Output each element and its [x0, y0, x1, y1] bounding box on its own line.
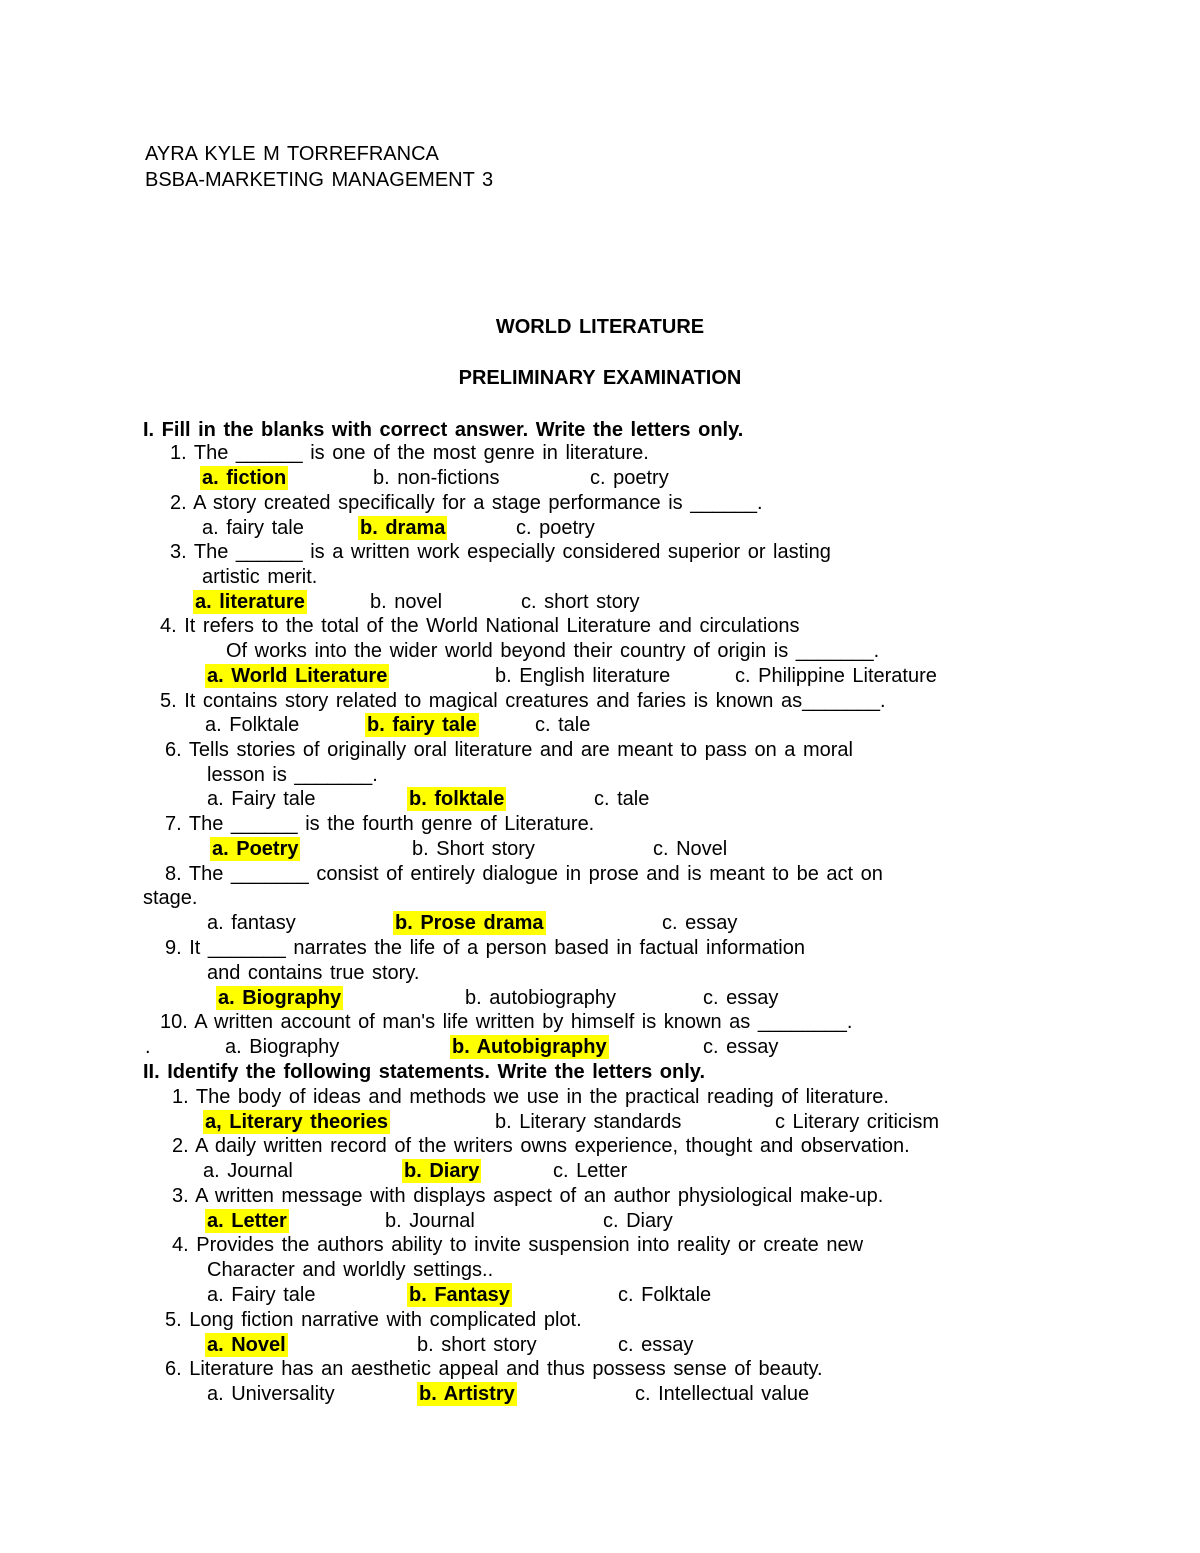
- answer-option: c. Letter: [553, 1160, 628, 1182]
- answer-option: a. Universality: [207, 1383, 335, 1405]
- page-subtitle: PRELIMINARY EXAMINATION: [458, 367, 742, 389]
- answer-option: b. non-fictions: [373, 467, 500, 489]
- question-text: 5. It contains story related to magical creatures and faries is known as_______.: [160, 690, 886, 712]
- answer-option: c. Novel: [653, 838, 728, 860]
- question-text-cont: Of works into the wider world beyond their country of origin is _______.: [226, 640, 880, 662]
- answer-option-correct: b. Diary: [404, 1160, 480, 1182]
- answer-option-correct: a. Biography: [218, 987, 342, 1009]
- question-text: 2. A daily written record of the writers owns experience, thought and observation.: [172, 1135, 910, 1157]
- question-text-cont: and contains true story.: [207, 962, 420, 984]
- answer-option-correct: a. Novel: [207, 1334, 286, 1356]
- answer-option: c. essay: [703, 987, 779, 1009]
- section1-heading: I. Fill in the blanks with correct answer. Write the letters only.: [143, 419, 744, 441]
- question-text-cont: lesson is _______.: [207, 764, 378, 786]
- answer-option: b. novel: [370, 591, 443, 613]
- answer-option: a. fantasy: [207, 912, 296, 934]
- question-text: 10. A written account of man's life written by himself is known as ________.: [160, 1011, 853, 1033]
- answer-option: a. fairy tale: [202, 517, 304, 539]
- answer-option-correct: b. Artistry: [419, 1383, 515, 1405]
- answer-option: c. tale: [594, 788, 650, 810]
- answer-option-correct: b. Autobigraphy: [452, 1036, 607, 1058]
- answer-option-correct: b. Prose drama: [395, 912, 544, 934]
- student-name: AYRA KYLE M TORREFRANCA: [145, 143, 439, 165]
- answer-option-correct: b. folktale: [409, 788, 505, 810]
- answer-option-correct: a. literature: [195, 591, 305, 613]
- stray-dot: .: [145, 1036, 151, 1058]
- answer-option: c. essay: [662, 912, 738, 934]
- answer-option-correct: a. Poetry: [212, 838, 299, 860]
- answer-option-correct: b. drama: [360, 517, 446, 539]
- answer-option: b. English literature: [495, 665, 671, 687]
- answer-option: b. Literary standards: [495, 1111, 682, 1133]
- answer-option: c. Diary: [603, 1210, 673, 1232]
- answer-option: b. Short story: [412, 838, 535, 860]
- question-text: 4. It refers to the total of the World National Literature and circulations: [160, 615, 800, 637]
- answer-option-correct: a. Letter: [207, 1210, 287, 1232]
- answer-option: a. Folktale: [205, 714, 300, 736]
- section2-heading: II. Identify the following statements. Write the letters only.: [143, 1061, 705, 1083]
- question-text-cont: stage.: [143, 887, 198, 909]
- question-text: 4. Provides the authors ability to invite suspension into reality or create new: [172, 1234, 864, 1256]
- question-text: 6. Tells stories of originally oral literature and are meant to pass on a moral: [165, 739, 853, 761]
- answer-option-correct: a. World Literature: [207, 665, 388, 687]
- question-text-cont: artistic merit.: [202, 566, 318, 588]
- answer-option-correct: a. fiction: [202, 467, 287, 489]
- question-text-cont: Character and worldly settings..: [207, 1259, 494, 1281]
- question-text: 7. The ______ is the fourth genre of Literature.: [165, 813, 595, 835]
- question-text: 8. The _______ consist of entirely dialogue in prose and is meant to be act on: [165, 863, 883, 885]
- question-text: 9. It _______ narrates the life of a person based in factual information: [165, 937, 805, 959]
- answer-option-correct: a, Literary theories: [205, 1111, 388, 1133]
- answer-option: c. tale: [535, 714, 591, 736]
- question-text: 6. Literature has an aesthetic appeal and thus possess sense of beauty.: [165, 1358, 823, 1380]
- student-program: BSBA-MARKETING MANAGEMENT 3: [145, 169, 494, 191]
- answer-option: c. short story: [521, 591, 640, 613]
- answer-option: c. Intellectual value: [635, 1383, 810, 1405]
- answer-option: a. Journal: [203, 1160, 293, 1182]
- answer-option: b. autobiography: [465, 987, 617, 1009]
- page-title: WORLD LITERATURE: [495, 316, 705, 338]
- question-text: 3. The ______ is a written work especially considered superior or lasting: [170, 541, 831, 563]
- question-text: 3. A written message with displays aspect of an author physiological make-up.: [172, 1185, 884, 1207]
- answer-option: c Literary criticism: [775, 1111, 940, 1133]
- answer-option: c. essay: [703, 1036, 779, 1058]
- answer-option: b. Journal: [385, 1210, 475, 1232]
- question-text: 5. Long fiction narrative with complicated plot.: [165, 1309, 582, 1331]
- question-text: 1. The ______ is one of the most genre in literature.: [170, 442, 649, 464]
- answer-option: c. poetry: [590, 467, 669, 489]
- answer-option-correct: b. Fantasy: [409, 1284, 510, 1306]
- question-text: 2. A story created specifically for a stage performance is ______.: [170, 492, 763, 514]
- answer-option: a. Fairy tale: [207, 788, 316, 810]
- answer-option-correct: b. fairy tale: [367, 714, 477, 736]
- answer-option: a. Biography: [225, 1036, 340, 1058]
- answer-option: c. essay: [618, 1334, 694, 1356]
- question-text: 1. The body of ideas and methods we use in the practical reading of literature.: [172, 1086, 889, 1108]
- answer-option: a. Fairy tale: [207, 1284, 316, 1306]
- answer-option: c. Folktale: [618, 1284, 712, 1306]
- answer-option: b. short story: [417, 1334, 537, 1356]
- answer-option: c. poetry: [516, 517, 595, 539]
- answer-option: c. Philippine Literature: [735, 665, 937, 687]
